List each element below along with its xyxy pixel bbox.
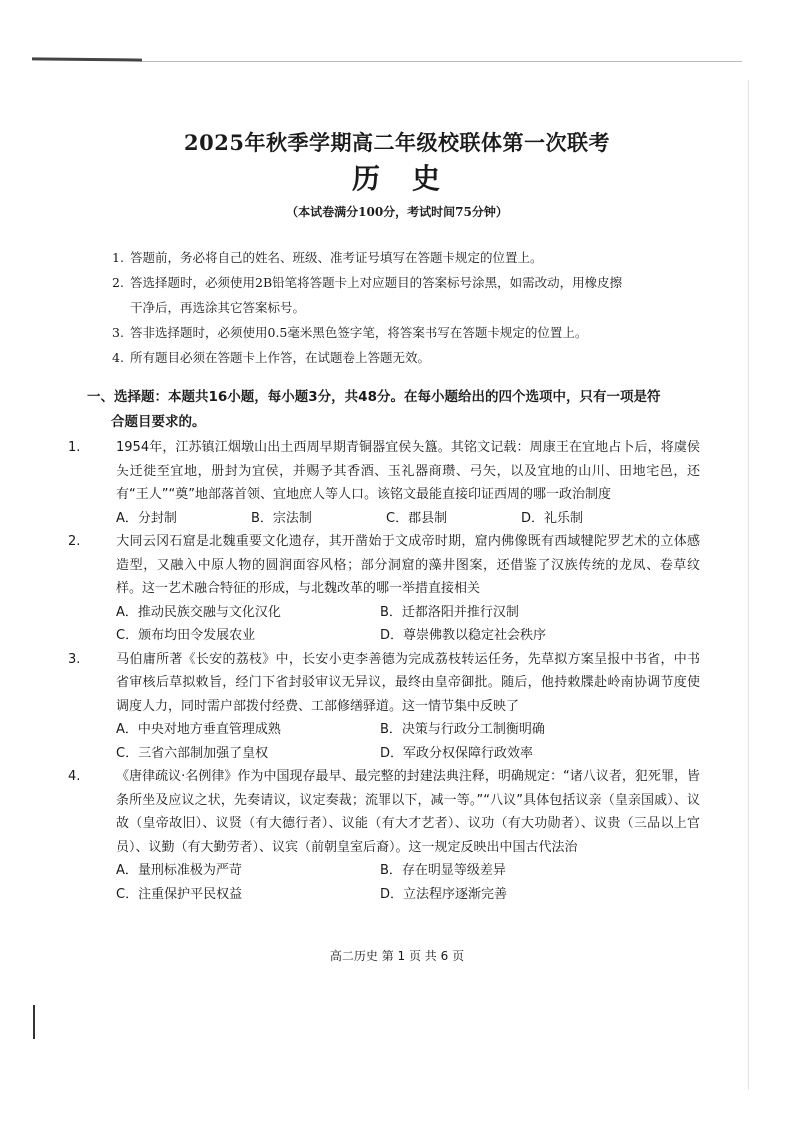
option-list [92,601,700,648]
instruction-item [112,320,672,345]
option-a: A．量刑标准极为严苛 [116,863,242,878]
option-a: A．推动民族交融与文化汉化 [116,604,281,620]
instruction-item [112,345,672,370]
scan-artifact-line [33,1005,35,1039]
instruction-text-continued: 干净后，再选涂其它答案标号。 [130,300,306,315]
question-stem: 马伯庸所著《长安的荔枝》中，长安小吏李善德为完成荔枝转运任务，先草拟方案呈报中书省，中书省审核后草拟敕旨，经门下省封驳审议无异议，最终由皇帝御批。随后，他持敕牒赴岭南协调节度使调度人力，同时需户部拨付经费、工部修缮驿道。这一情节集中反映了 [116,651,700,714]
section-heading [87,385,687,435]
option-d: D．尊崇佛教以稳定社会秩序 [380,628,547,643]
question-number: 2. [68,534,81,549]
scan-artifact-line [748,80,749,1090]
option-b: B．宗法制 [251,510,312,526]
instruction-number: 3. [112,325,124,340]
scan-artifact-line [142,61,742,62]
section-heading-line: 合题目要求的。 [111,414,206,430]
instruction-text: 答选择题时，必须使用2B铅笔将答题卡上对应题目的答案标号涂黑，如需改动，用橡皮擦 [130,275,623,290]
option-d: D．立法程序逐渐完善 [380,886,508,902]
question-number: 4. [68,769,81,784]
exam-info: （本试卷满分100分，考试时间75分钟） [286,205,508,219]
question-list [68,436,700,906]
instruction-item [112,270,672,320]
instruction-number: 4. [112,350,124,365]
option-b: B．存在明显等级差异 [380,863,506,878]
option-list [92,718,700,765]
instruction-number: 1. [112,250,124,265]
question-stem: 《唐律疏议·名例律》作为中国现存最早、最完整的封建法典注释，明确规定：“诸八议者，犯死罪，皆条所坐及应议之状，先奏请议，议定奏裁；流罪以下，减一等。”“八议”具体包括议亲（皇亲国戚）、议故（皇帝故旧）、议贤（有大德行者）、议能（有大才艺者）、议功（有大功勋者）、议贵（三品以上官员）、议勤（有大勤劳者）、议宾（前朝皇室后裔）。这一规定反映出中国古代法治 [116,769,700,855]
instructions [112,245,672,370]
option-a: A．中央对地方垂直管理成熟 [116,722,281,737]
scan-artifact-line [32,57,142,61]
instruction-text: 答非选择题时，必须使用0.5毫米黑色签字笔，将答案书写在答题卡规定的位置上。 [130,325,588,340]
option-c: C．三省六部制加强了皇权 [116,745,269,761]
option-list [92,507,700,531]
option-c: C．注重保护平民权益 [116,886,243,902]
question-stem: 1954年，江苏镇江烟墩山出土西周早期青铜器宜侯夨簋。其铭文记载：周康王在宜地占卜后，将虞侯夨迁徙至宜地，册封为宜侯，并赐予其香酒、玉礼器商瓒、弓矢，以及宜地的山川、田地宅邑，还有“王人”“奠”地部落首领、宜地庶人等人口。该铭文最能直接印证西周的哪一政治制度 [116,440,700,502]
instruction-item [112,245,672,270]
option-a: A．分封制 [116,510,177,526]
subject-title: 历 史 [351,162,442,195]
option-b: B．决策与行政分工制衡明确 [380,722,545,737]
question-1 [68,436,700,530]
question-stem: 大同云冈石窟是北魏重要文化遗存，其开凿始于文成帝时期，窟内佛像既有西域犍陀罗艺术的立体感造型，又融入中原人物的圆润面容风格；部分洞窟的藻井图案，还借鉴了汉族传统的龙凤、卷草纹样。这一艺术融合特征的形成，与北魏改革的哪一举措直接相关 [116,534,700,596]
question-number: 3. [68,651,81,667]
instruction-number: 2. [112,275,124,290]
question-3 [68,648,700,766]
option-d: D．礼乐制 [521,510,584,526]
section-heading-line: 一、选择题：本题共16小题，每小题3分，共48分。在每小题给出的四个选项中，只有一项是符 [87,389,661,405]
option-c: C．颁布均田令发展农业 [116,628,256,643]
option-d: D．军政分权保障行政效率 [380,745,534,761]
page-footer: 高二历史 第 1 页 共 6 页 [329,949,465,963]
question-number: 1. [68,440,81,455]
instruction-text: 所有题目必须在答题卡上作答，在试题卷上答题无效。 [130,350,431,365]
question-4 [68,765,700,906]
option-b: B．迁都洛阳并推行汉制 [380,604,519,620]
exam-title: 2025年秋季学期高二年级校联体第一次联考 [184,130,610,155]
instruction-text: 答题前，务必将自己的姓名、班级、准考证号填写在答题卡规定的位置上。 [130,250,543,265]
option-list [92,859,700,906]
option-c: C．郡县制 [386,510,448,526]
question-2 [68,530,700,648]
